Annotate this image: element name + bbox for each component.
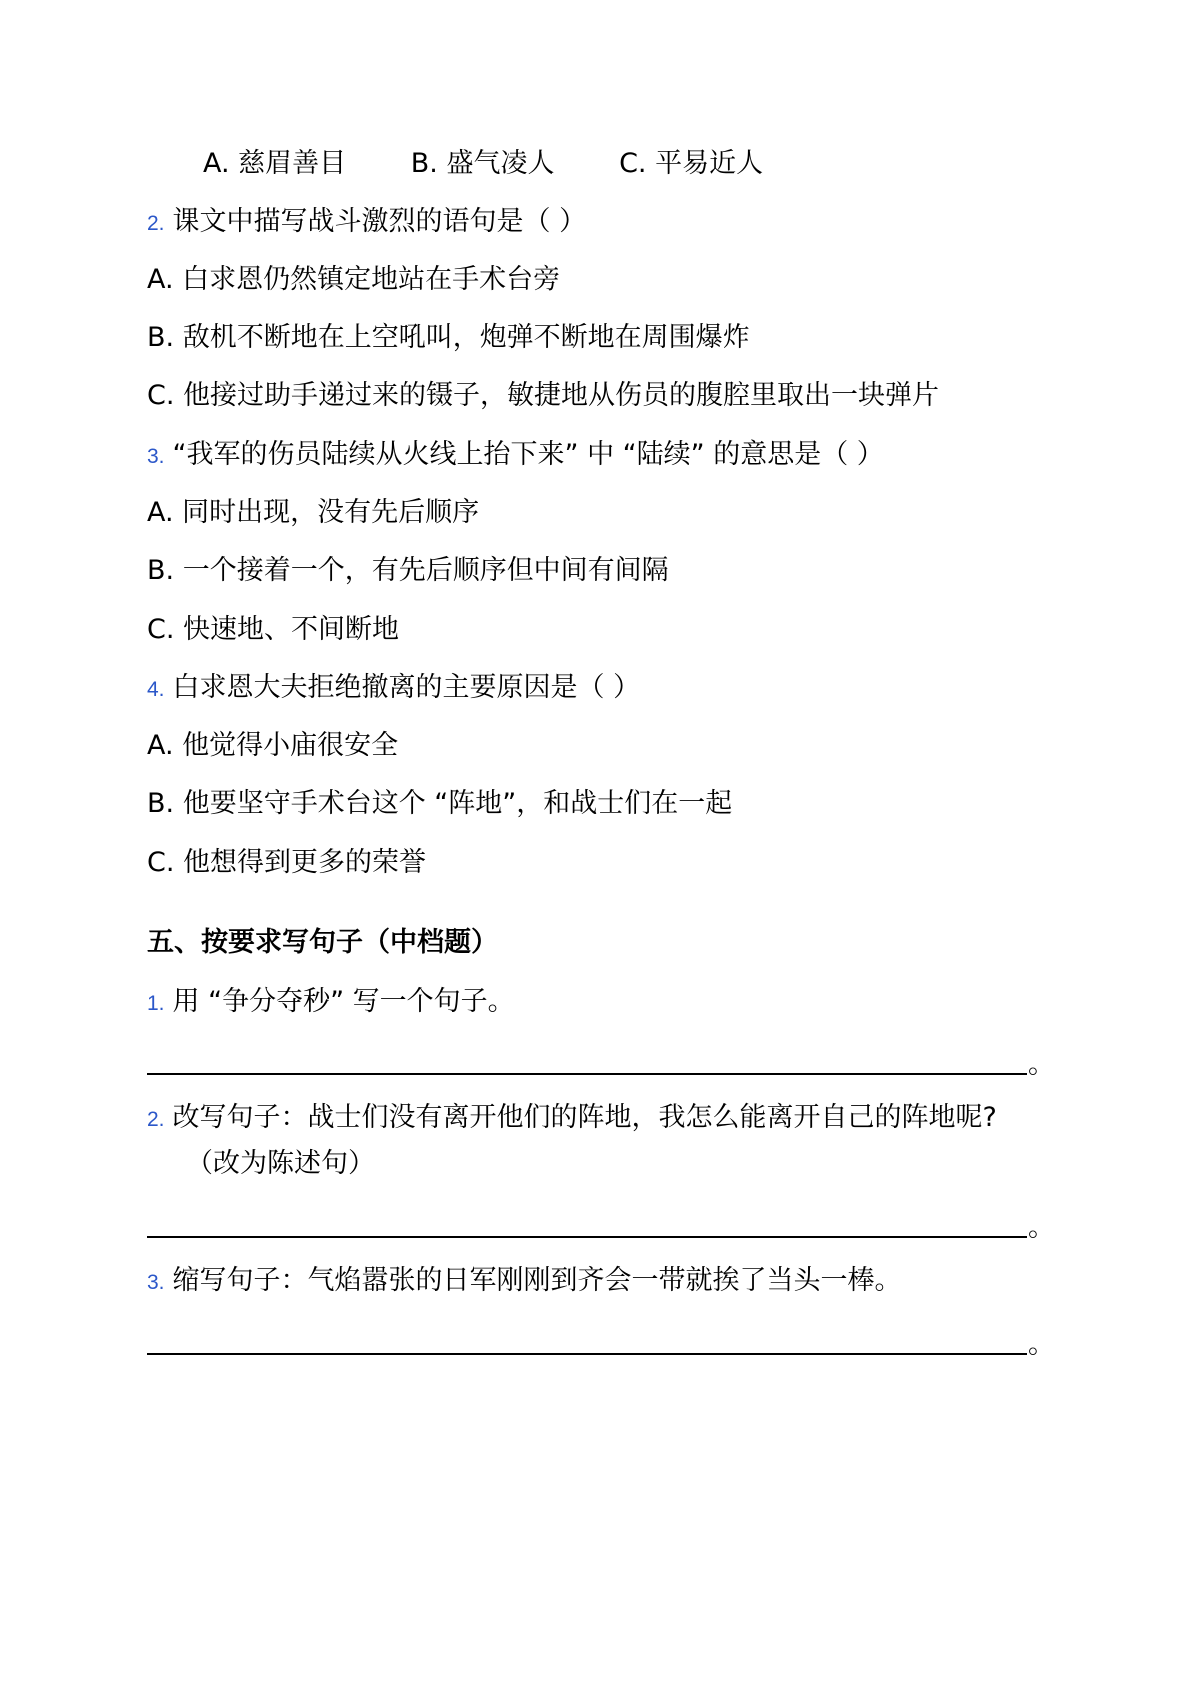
s5-item-3 xyxy=(147,1263,902,1301)
q1-option-c: C. 平易近人 xyxy=(619,148,764,179)
q2-option-c: C. 他接过助手递过来的镊子，敏捷地从伤员的腹腔里取出一块弹片 xyxy=(147,380,940,411)
q3-option-b: B. 一个接着一个，有先后顺序但中间有间隔 xyxy=(147,555,669,586)
q4-stem-text: 白求恩大夫拒绝撤离的主要原因是（ ） xyxy=(172,672,641,703)
q4-option-a: A. 他觉得小庙很安全 xyxy=(147,730,399,761)
s5-item-3-text: 缩写句子：气焰嚣张的日军刚刚到齐会一带就挨了当头一棒。 xyxy=(172,1265,902,1296)
q1-options xyxy=(203,146,819,182)
q2-stem xyxy=(147,204,586,242)
s5-item-2 xyxy=(147,1100,997,1138)
s5-item-1 xyxy=(147,984,515,1022)
s5-item-2-note: （改为陈述句） xyxy=(186,1148,375,1179)
q2-option-b: B. 敌机不断地在上空吼叫，炮弹不断地在周围爆炸 xyxy=(147,322,750,353)
s5-item-3-number: 3. xyxy=(147,1271,165,1294)
answer-line-1[interactable] xyxy=(147,1073,1027,1075)
answer-line-1-period: 。 xyxy=(1028,1049,1055,1080)
q2-stem-text: 课文中描写战斗激烈的语句是（ ） xyxy=(172,206,587,237)
q3-stem xyxy=(147,437,884,475)
q1-option-a: A. 慈眉善目 xyxy=(203,148,347,179)
answer-line-3-period: 。 xyxy=(1028,1329,1055,1360)
q2-option-a: A. 白求恩仍然镇定地站在手术台旁 xyxy=(147,264,561,295)
section5-heading: 五、按要求写句子（中档题） xyxy=(147,927,498,958)
answer-line-3[interactable] xyxy=(147,1353,1027,1355)
q3-option-c: C. 快速地、不间断地 xyxy=(147,614,400,645)
s5-item-1-number: 1. xyxy=(147,992,165,1015)
s5-item-1-text: 用 “争分夺秒” 写一个句子。 xyxy=(172,986,515,1017)
q1-option-b: B. 盛气凌人 xyxy=(410,148,555,179)
q3-number: 3. xyxy=(147,445,165,468)
s5-item-2-number: 2. xyxy=(147,1108,165,1131)
answer-line-2[interactable] xyxy=(147,1236,1027,1238)
s5-item-2-text: 改写句子：战士们没有离开他们的阵地，我怎么能离开自己的阵地呢? xyxy=(172,1102,997,1133)
q2-number: 2. xyxy=(147,212,165,235)
q3-stem-text: “我军的伤员陆续从火线上抬下来” 中 “陆续” 的意思是（ ） xyxy=(172,439,884,470)
q3-option-a: A. 同时出现，没有先后顺序 xyxy=(147,497,480,528)
q4-option-b: B. 他要坚守手术台这个 “阵地”，和战士们在一起 xyxy=(147,788,733,819)
q4-option-c: C. 他想得到更多的荣誉 xyxy=(147,847,427,878)
answer-line-2-period: 。 xyxy=(1028,1212,1055,1243)
q4-number: 4. xyxy=(147,678,165,701)
q4-stem xyxy=(147,670,640,708)
